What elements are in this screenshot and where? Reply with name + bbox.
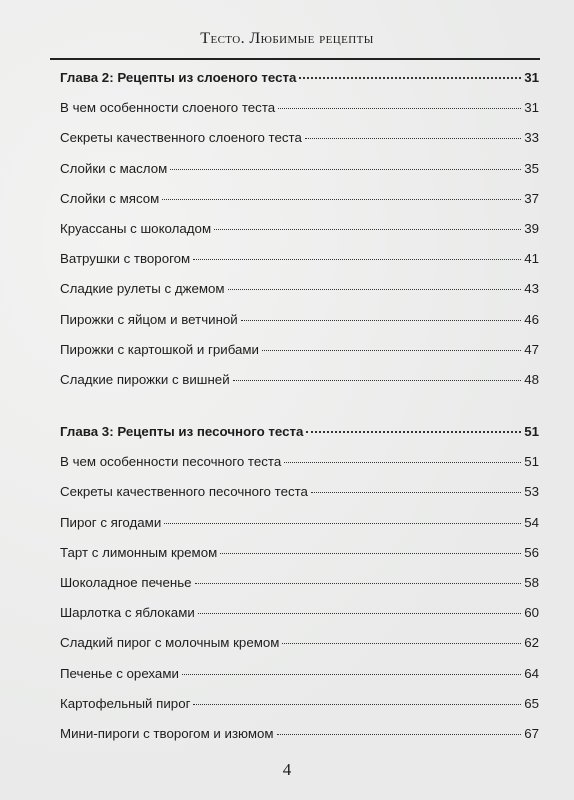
toc-entry-title: Сладкие рулеты с джемом [60, 281, 225, 297]
dot-leader [311, 492, 521, 493]
toc-entry-title: Слойки с мясом [60, 190, 160, 206]
toc-entry[interactable] [60, 372, 539, 402]
toc-entry-title: Печенье с орехами [60, 665, 179, 681]
header-rule [50, 58, 540, 60]
dot-leader [198, 613, 521, 614]
toc-entry-title: Шоколадное печенье [60, 574, 192, 590]
dot-leader [278, 108, 521, 109]
toc-entry-page: 60 [524, 605, 539, 621]
toc-entry[interactable] [60, 312, 539, 342]
toc-entry-page: 56 [524, 544, 539, 560]
toc-entry-title: Секреты качественного слоеного теста [60, 130, 302, 146]
toc-entry-page: 53 [524, 484, 539, 500]
toc-entry-title: Тарт с лимонным кремом [60, 544, 218, 560]
dot-leader [170, 169, 521, 170]
toc-entry[interactable] [60, 726, 539, 756]
dot-leader [193, 259, 521, 260]
dot-leader [305, 138, 521, 139]
toc-entry[interactable] [60, 545, 539, 575]
toc-entry[interactable] [60, 191, 539, 221]
dot-leader [162, 199, 521, 200]
toc-entry-page: 65 [524, 695, 539, 711]
toc-entry[interactable] [60, 515, 539, 545]
toc-entry-page: 43 [524, 281, 539, 297]
toc-entry-page: 33 [524, 130, 539, 146]
toc-chapter-title: Глава 3: Рецепты из песочного теста [60, 424, 304, 439]
toc-chapter-title: Глава 2: Рецепты из слоеного теста [60, 70, 297, 85]
toc-entry-title: В чем особенности слоеного теста [60, 100, 276, 116]
toc-entry-title: Сладкий пирог с молочным кремом [60, 635, 280, 651]
toc-entry-page: 51 [524, 454, 539, 470]
toc-entry-title: В чем особенности песочного теста [60, 454, 282, 470]
toc-entry[interactable] [60, 100, 539, 130]
toc-entry-page: 31 [524, 100, 539, 116]
toc-entry[interactable] [60, 635, 539, 665]
toc-entry[interactable] [60, 696, 539, 726]
toc-section-chapter-3 [60, 424, 539, 756]
dot-leader [284, 462, 521, 463]
toc-chapter-heading[interactable] [60, 424, 539, 454]
toc-entry[interactable] [60, 454, 539, 484]
dot-leader [164, 523, 521, 524]
toc-chapter-page: 31 [524, 70, 539, 85]
toc-entry[interactable] [60, 342, 539, 372]
toc-entry[interactable] [60, 666, 539, 696]
toc-entry-page: 47 [524, 341, 539, 357]
toc-entry[interactable] [60, 161, 539, 191]
toc-entry[interactable] [60, 130, 539, 160]
toc-entry-title: Ватрушки с творогом [60, 251, 191, 267]
dot-leader [220, 553, 521, 554]
dot-leader [193, 704, 521, 705]
toc-entry-page: 39 [524, 220, 539, 236]
toc-entry-title: Мини-пироги с творогом и изюмом [60, 725, 274, 741]
toc-entry-title: Шарлотка с яблоками [60, 605, 195, 621]
toc-entry-title: Пирожки с яйцом и ветчиной [60, 311, 238, 327]
dot-leader [214, 229, 521, 230]
dot-leader [306, 431, 521, 433]
toc-entry-title: Пирог с ягодами [60, 514, 162, 530]
toc-entry-title: Пирожки с картошкой и грибами [60, 341, 259, 357]
toc-entry-page: 35 [524, 160, 539, 176]
toc-entry-page: 46 [524, 311, 539, 327]
running-header: Тесто. Любимые рецепты [200, 30, 374, 47]
dot-leader [182, 674, 521, 675]
toc-chapter-page: 51 [524, 424, 539, 439]
dot-leader [241, 320, 521, 321]
toc-entry-title: Слойки с маслом [60, 160, 168, 176]
toc-entry-title: Картофельный пирог [60, 695, 191, 711]
toc-entry[interactable] [60, 575, 539, 605]
toc-entry-page: 58 [524, 574, 539, 590]
toc-entry[interactable] [60, 221, 539, 251]
dot-leader [299, 77, 521, 79]
toc-entry-title: Сладкие пирожки с вишней [60, 371, 230, 387]
toc-entry[interactable] [60, 251, 539, 281]
dot-leader [277, 734, 522, 735]
toc-section-chapter-2 [60, 70, 539, 402]
toc-entry-page: 67 [524, 725, 539, 741]
dot-leader [195, 583, 522, 584]
toc-entry-page: 41 [524, 251, 539, 267]
toc-entry-page: 48 [524, 371, 539, 387]
toc-entry[interactable] [60, 281, 539, 311]
toc-chapter-heading[interactable] [60, 70, 539, 100]
toc-entry-title: Секреты качественного песочного теста [60, 484, 308, 500]
toc-entry-title: Круассаны с шоколадом [60, 220, 212, 236]
page-number: 4 [282, 760, 292, 779]
toc-entry-page: 62 [524, 635, 539, 651]
dot-leader [282, 643, 521, 644]
toc-entry-page: 64 [524, 665, 539, 681]
toc-entry[interactable] [60, 484, 539, 514]
dot-leader [228, 289, 522, 290]
toc-entry-page: 37 [524, 190, 539, 206]
toc-entry[interactable] [60, 605, 539, 635]
dot-leader [262, 350, 521, 351]
toc-entry-page: 54 [524, 514, 539, 530]
dot-leader [233, 380, 522, 381]
